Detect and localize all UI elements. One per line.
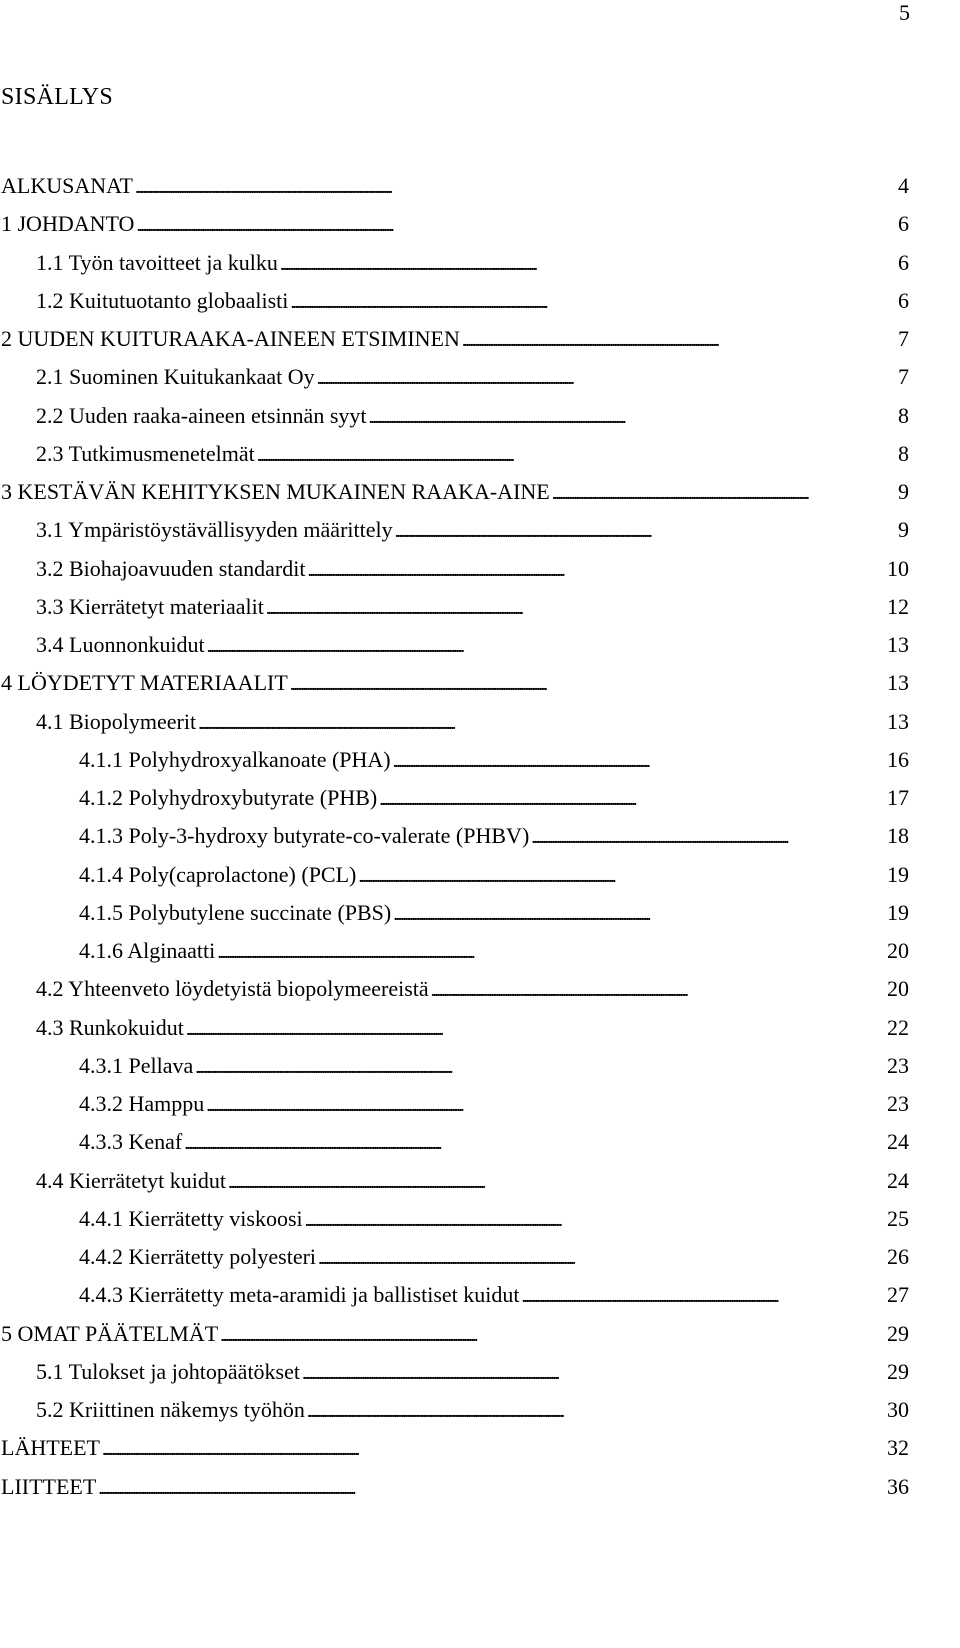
toc-entry-title: 4.4.3 Kierrätetty meta-aramidi ja ballistiset kuidut [79, 1282, 520, 1308]
toc-entry-title: 2.2 Uuden raaka-aineen etsinnän syyt [36, 402, 367, 428]
toc-entry-page: 23 [887, 1052, 909, 1078]
toc-entry[interactable] [1, 477, 909, 515]
toc-dot-leader [102, 1433, 885, 1464]
toc-entry[interactable] [1, 630, 909, 668]
toc-dot-leader [521, 1280, 885, 1311]
toc-dot-leader [136, 209, 896, 240]
toc-entry-title: 3.2 Biohajoavuuden standardit [36, 555, 306, 581]
toc-entry-title: 4.3.2 Hamppu [79, 1091, 205, 1116]
toc-dot-leader [98, 1472, 885, 1503]
toc-dot-leader [257, 439, 896, 470]
toc-entry[interactable] [1, 515, 909, 553]
toc-entry-page: 13 [887, 708, 909, 734]
toc-entry-title: 5.1 Tulokset ja johtopäätökset [36, 1358, 300, 1384]
toc-dot-leader [217, 936, 885, 967]
toc-entry-title: 4.1.1 Polyhydroxyalkanoate (PHA) [79, 746, 391, 772]
toc-entry-title: 4.4.2 Kierrätetty polyesteri [79, 1244, 317, 1269]
toc-entry-page: 20 [887, 976, 909, 1002]
toc-dot-leader [302, 1357, 885, 1388]
toc-dot-leader [266, 592, 885, 623]
toc-entry[interactable] [1, 745, 909, 783]
toc-dot-leader [395, 515, 896, 546]
toc-entry-page: 6 [898, 249, 909, 275]
toc-entry-page: 20 [887, 938, 909, 963]
toc-dot-leader [290, 286, 896, 317]
toc-entry[interactable] [1, 1051, 909, 1089]
toc-entry[interactable] [1, 592, 909, 630]
toc-entry-title: 4.2 Yhteenveto löydetyistä biopolymeereistä [36, 976, 429, 1002]
toc-entry-page: 27 [887, 1282, 909, 1308]
toc-dot-leader [135, 171, 896, 202]
toc-entry-title: 3.1 Ympäristöystävällisyyden määrittely [36, 517, 393, 543]
toc-entry-page: 8 [898, 402, 909, 428]
toc-entry-page: 24 [887, 1167, 909, 1193]
toc-entry[interactable] [1, 936, 909, 974]
toc-dot-leader [379, 783, 885, 814]
toc-dot-leader [307, 554, 885, 585]
toc-entry-page: 13 [887, 670, 909, 696]
toc-entry[interactable] [1, 1395, 909, 1433]
toc-entry-title: 4.1.6 Alginaatti [79, 938, 216, 963]
toc-entry-title: 4.1 Biopolymeerit [36, 708, 197, 734]
toc-entry[interactable] [1, 401, 909, 439]
table-of-contents [1, 171, 909, 1510]
toc-entry-title: 1.1 Työn tavoitteet ja kulku [36, 249, 278, 275]
toc-entry-page: 19 [887, 899, 909, 925]
toc-entry-page: 24 [887, 1129, 909, 1155]
toc-entry[interactable] [1, 362, 909, 400]
toc-entry-title: 4.1.2 Polyhydroxybutyrate (PHB) [79, 785, 378, 810]
toc-entry-title: 1 JOHDANTO [1, 211, 135, 237]
toc-entry-page: 16 [887, 746, 909, 772]
toc-entry-page: 7 [898, 326, 909, 351]
toc-entry-page: 8 [898, 440, 909, 466]
toc-dot-leader [393, 745, 885, 776]
toc-dot-leader [317, 362, 896, 393]
toc-dot-leader [220, 1319, 885, 1350]
toc-entry-title: 4.4 Kierrätetyt kuidut [36, 1167, 227, 1193]
toc-entry[interactable] [1, 1433, 909, 1471]
toc-entry-page: 32 [887, 1435, 909, 1461]
toc-dot-leader [358, 860, 885, 891]
toc-entry-page: 9 [898, 517, 909, 543]
toc-entry[interactable] [1, 1127, 909, 1165]
toc-entry[interactable] [1, 1242, 909, 1280]
toc-entry-title: 4 LÖYDETYT MATERIAALIT [1, 670, 288, 696]
toc-entry[interactable] [1, 1280, 909, 1318]
toc-entry[interactable] [1, 898, 909, 936]
toc-entry[interactable] [1, 171, 909, 209]
toc-entry-page: 30 [887, 1397, 909, 1422]
toc-dot-leader [280, 248, 896, 279]
toc-entry-title: 4.1.5 Polybutylene succinate (PBS) [79, 899, 392, 925]
toc-entry-page: 19 [887, 861, 909, 887]
toc-entry-title: 5.2 Kriittinen näkemys työhön [36, 1397, 305, 1422]
toc-entry-page: 7 [898, 364, 909, 390]
toc-entry-title: ALKUSANAT [1, 173, 133, 198]
toc-entry[interactable] [1, 286, 909, 324]
toc-dot-leader [369, 401, 897, 432]
toc-entry-page: 36 [887, 1473, 909, 1499]
toc-entry-page: 17 [887, 785, 909, 810]
toc-entry-title: 3.3 Kierrätetyt materiaalit [36, 593, 264, 619]
toc-entry[interactable] [1, 1472, 909, 1510]
toc-entry[interactable] [1, 1089, 909, 1127]
toc-entry-title: 2 UUDEN KUITURAAKA-AINEEN ETSIMINEN [1, 326, 460, 351]
toc-dot-leader [531, 821, 885, 852]
toc-dot-leader [431, 974, 885, 1005]
toc-dot-leader [184, 1127, 885, 1158]
toc-dot-leader [186, 1013, 885, 1044]
toc-entry[interactable] [1, 821, 909, 859]
toc-dot-leader [195, 1051, 885, 1082]
toc-entry-page: 18 [887, 823, 909, 849]
toc-entry-title: LIITTEET [1, 1473, 97, 1499]
toc-entry-page: 23 [887, 1091, 909, 1116]
toc-entry[interactable] [1, 1013, 909, 1051]
toc-entry-title: 4.4.1 Kierrätetty viskoosi [79, 1205, 303, 1231]
toc-entry-title: LÄHTEET [1, 1435, 100, 1461]
toc-entry[interactable] [1, 248, 909, 286]
toc-entry-title: 1.2 Kuitutuotanto globaalisti [36, 287, 289, 313]
toc-entry[interactable] [1, 668, 909, 706]
toc-dot-leader [307, 1395, 885, 1426]
toc-entry-page: 13 [887, 632, 909, 657]
toc-entry-title: 4.3.1 Pellava [79, 1052, 194, 1078]
toc-dot-leader [206, 1089, 885, 1120]
toc-entry-page: 25 [887, 1205, 909, 1231]
toc-dot-leader [462, 324, 896, 355]
toc-entry-title: 4.3.3 Kenaf [79, 1129, 183, 1155]
toc-entry-title: 3.4 Luonnonkuidut [36, 632, 205, 657]
toc-dot-leader [290, 668, 885, 699]
toc-entry[interactable] [1, 439, 909, 477]
toc-entry-page: 22 [887, 1014, 909, 1040]
toc-entry-title: 4.3 Runkokuidut [36, 1014, 184, 1040]
toc-entry[interactable] [1, 974, 909, 1012]
toc-entry-page: 6 [898, 287, 909, 313]
toc-dot-leader [393, 898, 885, 929]
toc-entry-page: 9 [898, 479, 909, 504]
toc-dot-leader [552, 477, 896, 508]
toc-entry-title: 5 OMAT PÄÄTELMÄT [1, 1320, 219, 1346]
toc-dot-leader [318, 1242, 885, 1273]
toc-entry-page: 6 [898, 211, 909, 237]
toc-entry[interactable] [1, 1319, 909, 1357]
toc-entry[interactable] [1, 209, 909, 247]
toc-entry-title: 3 KESTÄVÄN KEHITYKSEN MUKAINEN RAAKA-AINE [1, 479, 550, 504]
toc-dot-leader [228, 1166, 885, 1197]
toc-entry-title: 4.1.3 Poly-3-hydroxy butyrate-co-valerate (PHBV) [79, 823, 530, 849]
toc-entry-page: 10 [887, 555, 909, 581]
toc-entry-title: 2.3 Tutkimusmenetelmät [36, 440, 255, 466]
toc-entry[interactable] [1, 554, 909, 592]
toc-entry[interactable] [1, 324, 909, 362]
toc-entry[interactable] [1, 1357, 909, 1395]
toc-entry-page: 29 [887, 1358, 909, 1384]
toc-entry[interactable] [1, 1166, 909, 1204]
toc-entry[interactable] [1, 860, 909, 898]
toc-entry-title: 2.1 Suominen Kuitukankaat Oy [36, 364, 315, 390]
toc-entry[interactable] [1, 707, 909, 745]
toc-dot-leader [207, 630, 885, 661]
toc-entry-title: 4.1.4 Poly(caprolactone) (PCL) [79, 861, 357, 887]
toc-entry-page: 4 [898, 173, 909, 198]
toc-heading: SISÄLLYS [1, 84, 114, 110]
page-number: 5 [899, 0, 910, 25]
toc-dot-leader [198, 707, 885, 738]
toc-entry-page: 12 [887, 593, 909, 619]
toc-entry[interactable] [1, 1204, 909, 1242]
toc-dot-leader [305, 1204, 885, 1235]
toc-entry[interactable] [1, 783, 909, 821]
toc-entry-page: 26 [887, 1244, 909, 1269]
toc-entry-page: 29 [887, 1320, 909, 1346]
